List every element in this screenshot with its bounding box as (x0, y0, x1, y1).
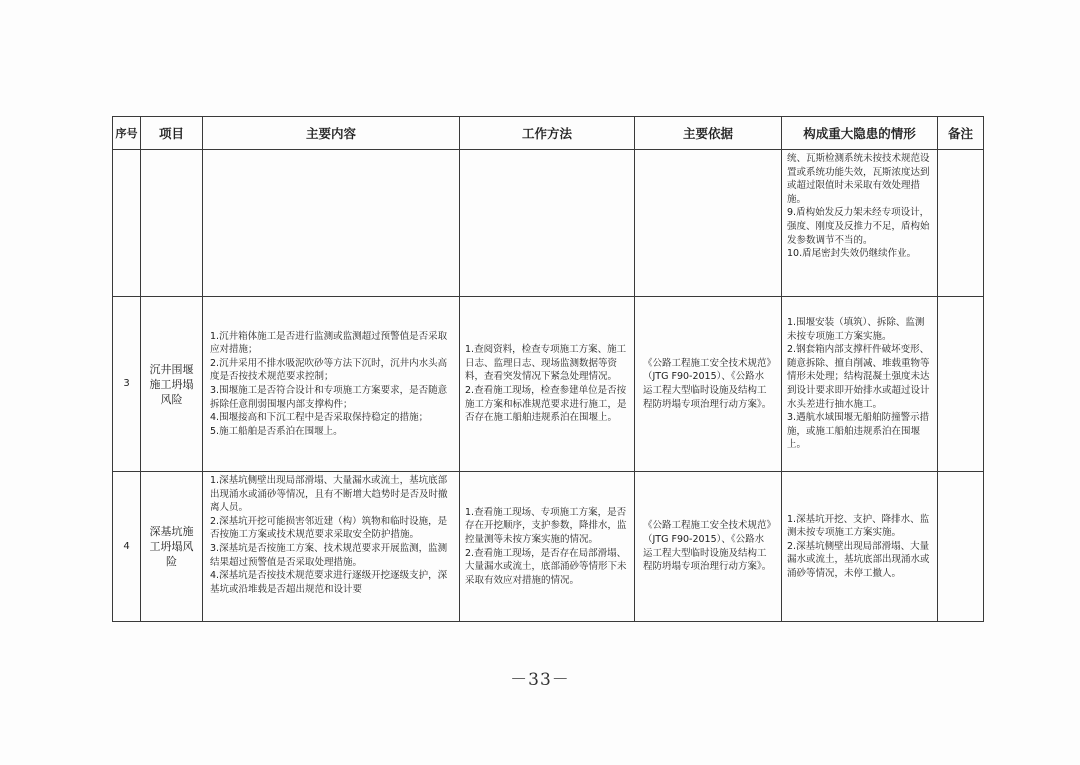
content-item: 3.深基坑是否按施工方案、技术规范要求开展监测，监测结果超过预警值是否采取处理措施。 (210, 542, 448, 568)
content-item: 3.围堰施工是否符合设计和专项施工方案要求，是否随意拆除任意削弱围堰内部支撑构件； (210, 385, 448, 410)
row-situation (782, 150, 938, 297)
table-row (113, 150, 984, 297)
content-item: 2.沉井采用不排水吸泥吹砂等方法下沉时，沉井内水头高度是否按技术规范要求控制； (210, 357, 448, 383)
situation-item: 2.钢套箱内部支撑杆件破坏变形、随意拆除、擅自削减、堆载重物等情形未处理；结构混凝土强度未达到设计要求即开始排水或超过设计水头差进行抽水施工。 (787, 344, 930, 410)
row-remark (938, 472, 984, 622)
situation-item: 2.深基坑侧壁出现局部滑塌、大量漏水或流土，基坑底部出现涌水或涌砂等情况，未停工撤人。 (787, 540, 930, 579)
row-method (460, 150, 635, 297)
page-number: －33－ (510, 670, 570, 690)
situation-item: 统、瓦斯检测系统未按技术规范设置或系统功能失效，瓦斯浓度达到或超过限值时未采取有效处理措施。 (787, 153, 930, 205)
row-remark (938, 297, 984, 472)
hazard-table (112, 116, 984, 622)
header-content: 主要内容 (203, 117, 460, 150)
row-method (460, 297, 635, 472)
row-basis (635, 150, 782, 297)
method-item: 2.查看施工现场，是否存在局部滑塌、大量漏水或流土，底部涌砂等情形下未采取有效应对措施的情况。 (465, 547, 627, 586)
header-method: 工作方法 (460, 117, 635, 150)
content-item: 4.深基坑是否按技术规范要求进行逐级开挖逐级支护，深基坑或沿堆载是否超出规范和设计要 (210, 570, 448, 595)
row-no (113, 150, 141, 297)
method-item: 2.查看施工现场，检查参建单位是否按施工方案和标准规范要求进行施工，是否存在施工船舶违规系泊在围堰上。 (465, 385, 627, 424)
row-basis (635, 297, 782, 472)
content-item: 1.沉井箱体施工是否进行监测或监测超过预警值是否采取应对措施； (210, 330, 448, 356)
row-project: 沉井围堰施工坍塌风险 (141, 297, 203, 472)
content-item: 1.深基坑侧壁出现局部滑塌、大量漏水或流土，基坑底部出现涌水或涌砂等情况，且有不断增大趋势时是否及时撤离人员。 (210, 475, 448, 514)
row-content (203, 297, 460, 472)
header-remark: 备注 (938, 117, 984, 150)
row-project: 深基坑施工坍塌风险 (141, 472, 203, 622)
header-project: 项目 (141, 117, 203, 150)
table-row (113, 297, 984, 472)
row-remark (938, 150, 984, 297)
row-method (460, 472, 635, 622)
row-situation (782, 472, 938, 622)
row-basis (635, 472, 782, 622)
header-no: 序号 (113, 117, 141, 150)
situation-item: 10.盾尾密封失效仍继续作业。 (787, 248, 917, 260)
row-no: 3 (113, 297, 141, 472)
situation-item: 3.遇航水域围堰无船舶防撞警示措施，或施工船舶违规系泊在围堰上。 (787, 412, 930, 451)
row-content (203, 150, 460, 297)
method-item: 1.查看施工现场、专项施工方案，是否存在开挖顺序，支护参数，降排水，监控量测等未按方案实施的情况。 (465, 506, 627, 545)
header-situation: 构成重大隐患的情形 (782, 117, 938, 150)
row-no: 4 (113, 472, 141, 622)
basis-item: 《公路工程施工安全技术规范》（JTG F90-2015）、《公路水运工程大型临时设施及结构工程防坍塌专项治理行动方案》。 (643, 520, 772, 573)
situation-item: 1.围堰安装（填筑）、拆除、监测未按专项施工方案实施。 (787, 317, 925, 342)
situation-item: 9.盾构始发反力架未经专项设计，强度、刚度及反推力不足，盾构始发参数调节不当的。 (787, 207, 930, 246)
row-content (203, 472, 460, 622)
header-row (113, 117, 984, 150)
row-project (141, 150, 203, 297)
content-item: 4.围堰接高和下沉工程中是否采取保持稳定的措施； (210, 412, 429, 424)
situation-item: 1.深基坑开挖、支护、降排水、监测未按专项施工方案实施。 (787, 513, 930, 539)
header-basis: 主要依据 (635, 117, 782, 150)
basis-item: 《公路工程施工安全技术规范》（JTG F90-2015）、《公路水运工程大型临时设施及结构工程防坍塌专项治理行动方案》。 (643, 357, 772, 410)
method-item: 1.查阅资料，检查专项施工方案、施工日志、监理日志、现场监测数据等资料，查看突发情况下紧急处理情况。 (465, 344, 627, 383)
table-row (113, 472, 984, 622)
content-item: 5.施工船舶是否系泊在围堰上。 (210, 425, 343, 437)
row-situation (782, 297, 938, 472)
content-item: 2.深基坑开挖可能损害邻近建（构）筑物和临时设施，是否按施工方案或技术规范要求采取安全防护措施。 (210, 515, 448, 541)
